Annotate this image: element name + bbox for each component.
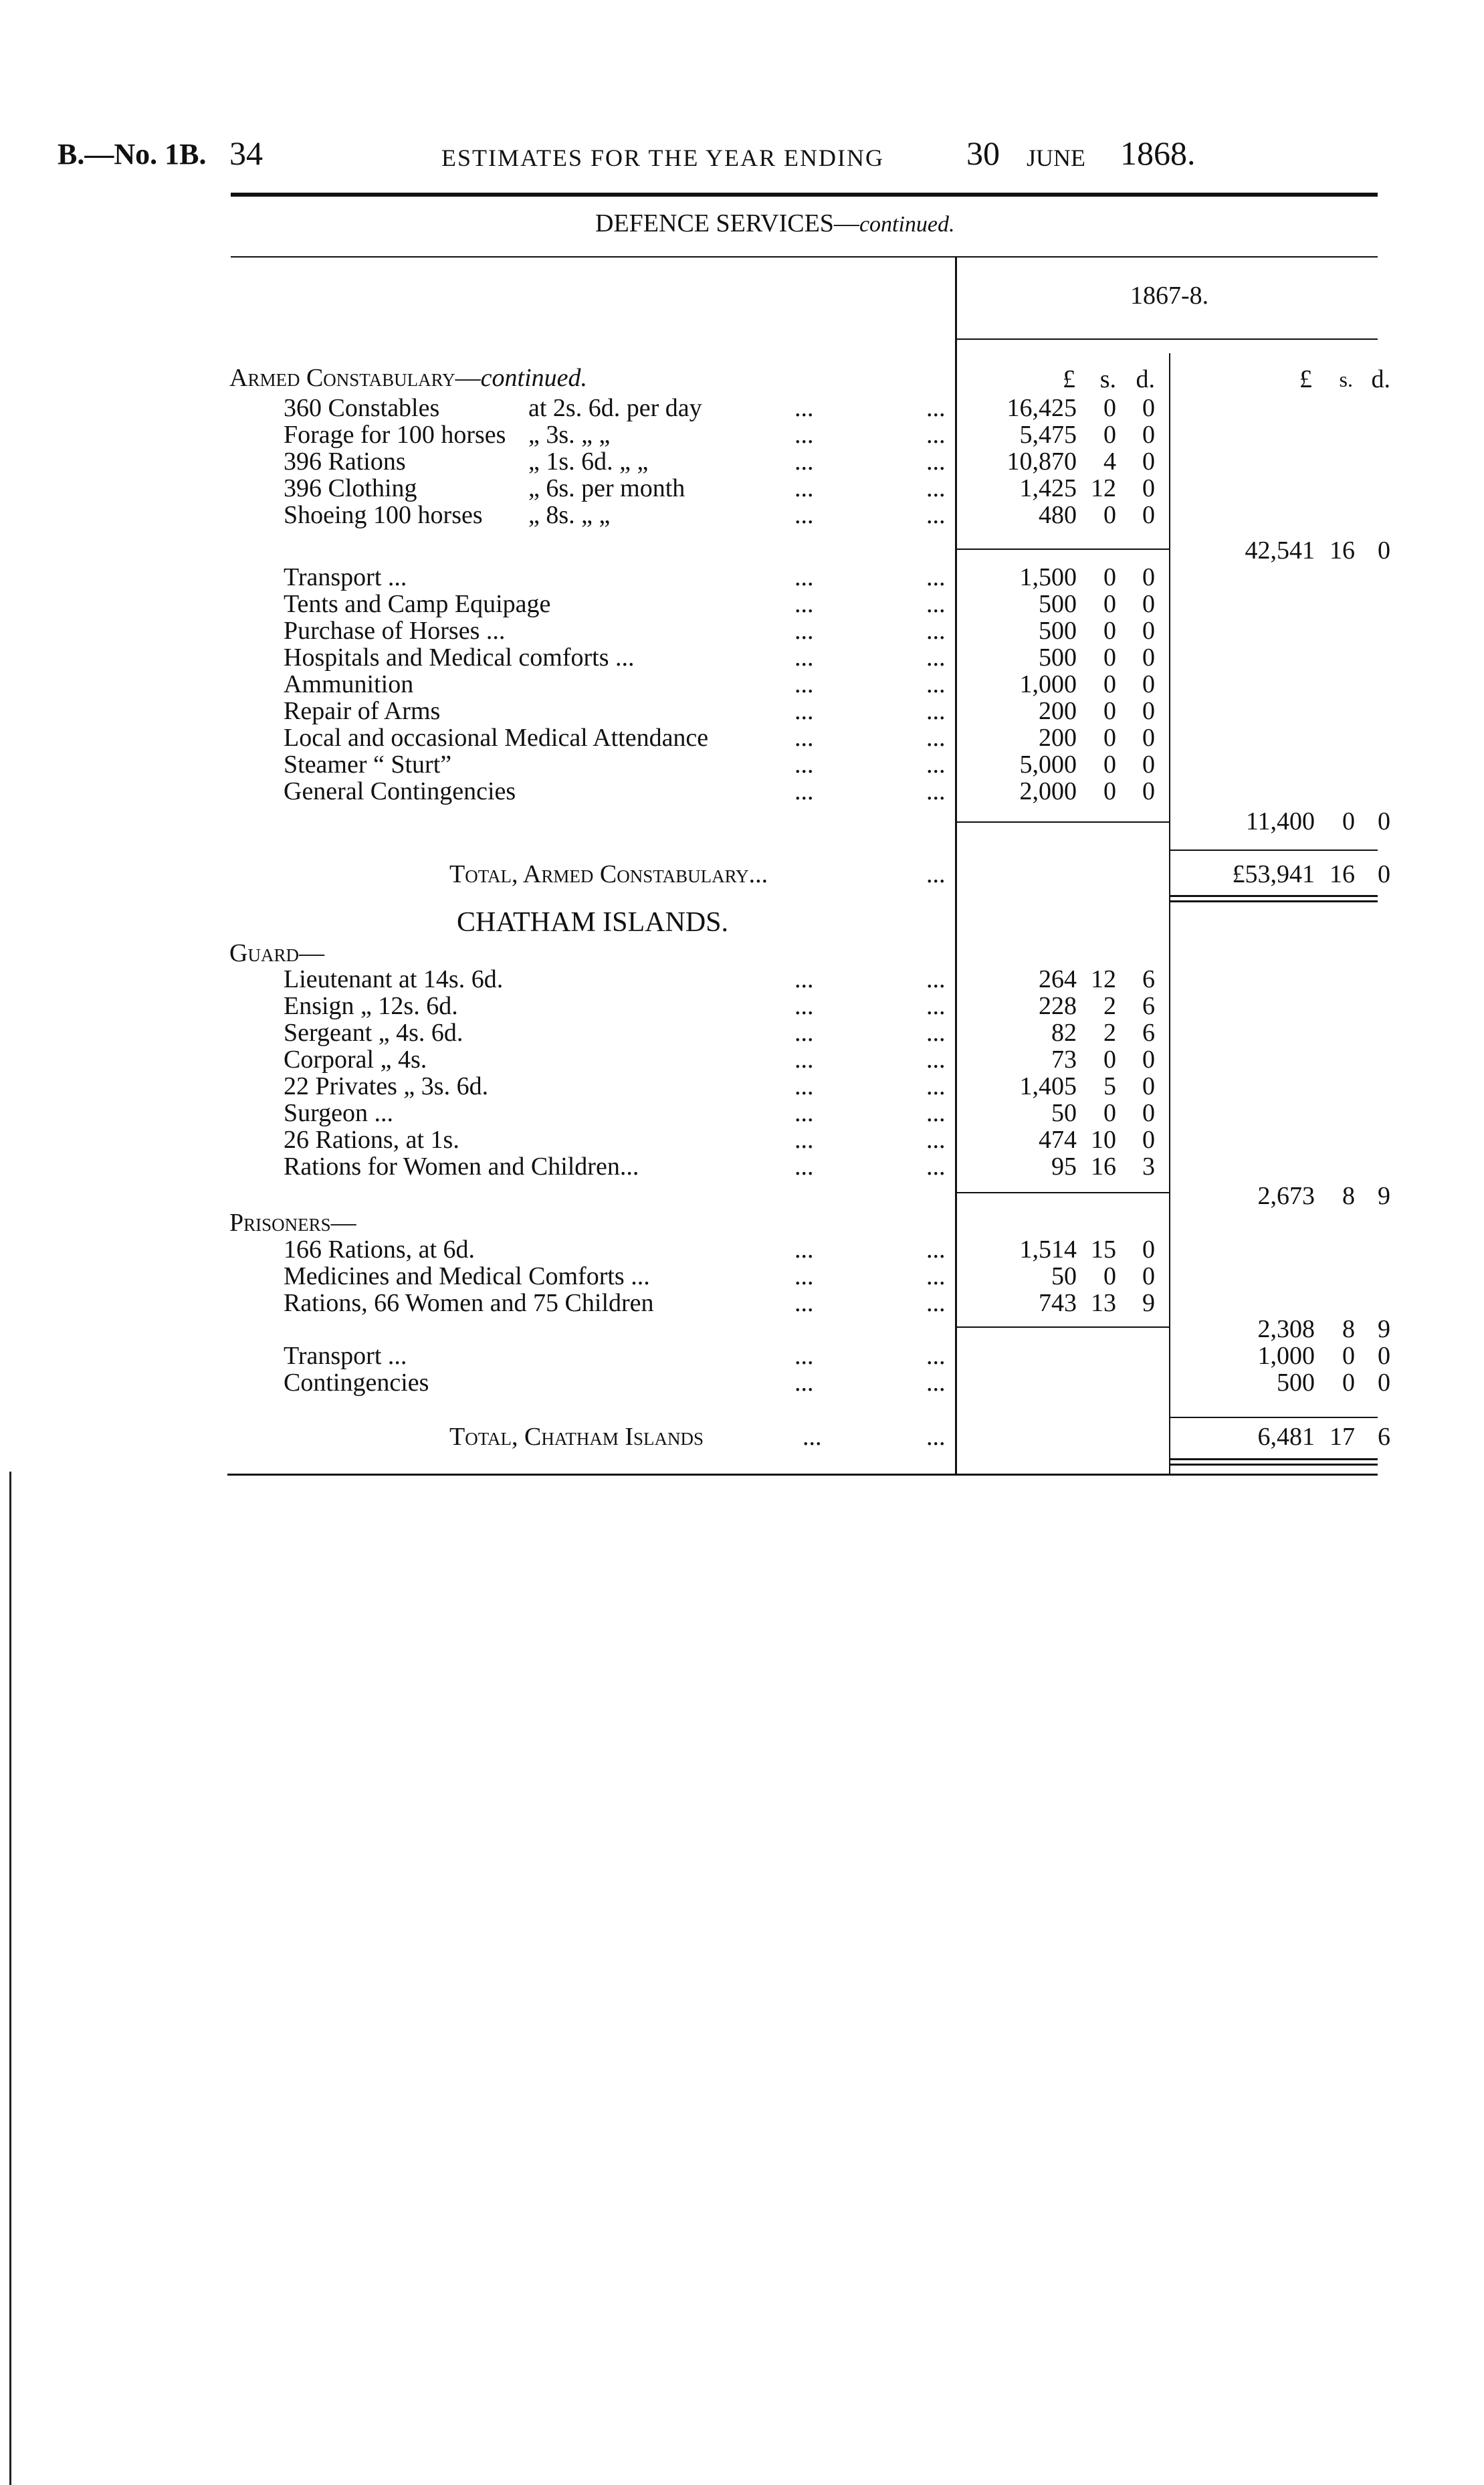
armed-item-row	[0, 395, 1484, 421]
leader: ...	[926, 1342, 946, 1370]
armed-item-pounds: 200	[1039, 724, 1077, 752]
guard-item-shillings: 2	[1103, 992, 1116, 1020]
leader: ...	[794, 751, 814, 779]
armed-item-shillings: 0	[1103, 777, 1116, 805]
leader: ...	[926, 1126, 946, 1154]
prisoner-item-pounds: 743	[1039, 1289, 1077, 1317]
armed-item-label: Shoeing 100 horses	[284, 501, 483, 529]
armed-item-pounds: 1,425	[1019, 474, 1077, 502]
title-month: JUNE	[1027, 144, 1085, 171]
armed-item-pounds: 1,500	[1019, 563, 1077, 591]
armed-item-pence: 0	[1142, 643, 1155, 672]
page-number: 34	[229, 134, 263, 172]
chatham-other-item-label: Contingencies	[284, 1369, 429, 1397]
guard-item-row	[0, 966, 1484, 993]
head-shillings-1: s.	[1099, 365, 1116, 393]
armed-heading	[229, 365, 587, 391]
leader: ...	[794, 1126, 814, 1154]
subheader	[595, 209, 955, 238]
leader: ...	[794, 1072, 814, 1100]
chatham-other-item-shillings: 0	[1342, 1369, 1355, 1397]
armed-item-pence: 0	[1142, 448, 1155, 476]
leader: ...	[926, 448, 946, 476]
prisoners-total-pounds: 2,308	[1257, 1315, 1315, 1343]
chatham-total-double-rule-2	[1170, 1464, 1378, 1466]
prisoners-heading: Prisoners—	[229, 1209, 356, 1237]
guard-item-shillings: 2	[1103, 1019, 1116, 1047]
leader: ...	[926, 1235, 946, 1264]
guard-item-pence: 0	[1142, 1126, 1155, 1154]
prisoner-item-pence: 9	[1142, 1289, 1155, 1317]
armed-item-label: Purchase of Horses ...	[284, 617, 506, 645]
guard-item-pence: 3	[1142, 1153, 1155, 1181]
armed-item-pence: 0	[1142, 501, 1155, 529]
guard-item-label: 22 Privates „ 3s. 6d.	[284, 1072, 489, 1100]
leader: ...	[794, 590, 814, 618]
prisoner-item-shillings: 13	[1091, 1289, 1116, 1317]
leader: ...	[926, 1423, 946, 1451]
year-heading: 1867-8.	[1130, 282, 1209, 310]
guard-item-label: Lieutenant at 14s. 6d.	[284, 965, 504, 993]
guard-item-pence: 6	[1142, 992, 1155, 1020]
armed-item-pence: 0	[1142, 421, 1155, 449]
armed-item-pounds: 500	[1039, 617, 1077, 645]
armed-item-row	[0, 644, 1484, 671]
armed-item-pence: 0	[1142, 394, 1155, 422]
guard-item-pounds: 1,405	[1019, 1072, 1077, 1100]
prisoner-item-row	[0, 1290, 1484, 1316]
leader: ...	[926, 474, 946, 502]
guard-item-pence: 0	[1142, 1072, 1155, 1100]
chatham-heading: CHATHAM ISLANDS.	[457, 907, 729, 938]
leader: ...	[794, 563, 814, 591]
guard-item-shillings: 5	[1103, 1072, 1116, 1100]
subtotal-shillings: 0	[1342, 807, 1355, 835]
prisoner-item-label: Medicines and Medical Comforts ...	[284, 1262, 650, 1290]
page-title: ESTIMATES FOR THE YEAR ENDING	[441, 144, 885, 171]
armed-item-pence: 0	[1142, 617, 1155, 645]
head-shillings-2: s.	[1339, 367, 1353, 391]
armed-item-pounds: 5,000	[1019, 751, 1077, 779]
leader: ...	[926, 992, 946, 1020]
guard-total-pounds: 2,673	[1257, 1182, 1315, 1210]
title-day: 30	[966, 134, 1000, 172]
guard-item-pounds: 474	[1039, 1126, 1077, 1154]
chatham-total-row	[0, 1423, 1484, 1450]
leader: ...	[926, 860, 946, 888]
armed-total-shillings: 16	[1330, 860, 1355, 888]
leader: ...	[794, 448, 814, 476]
guard-item-row	[0, 1046, 1484, 1073]
leader: ...	[794, 1046, 814, 1074]
guard-item-pounds: 264	[1039, 965, 1077, 993]
prisoner-item-label: Rations, 66 Women and 75 Children	[284, 1289, 654, 1317]
leader: ...	[794, 724, 814, 752]
armed-item-rate: „ 1s. 6d. „ „	[528, 448, 649, 476]
armed-item-pounds: 5,475	[1019, 421, 1077, 449]
margin-line	[9, 1472, 11, 2485]
chatham-other-item-label: Transport ...	[284, 1342, 407, 1370]
guard-item-pounds: 73	[1051, 1046, 1077, 1074]
armed-item-shillings: 0	[1103, 617, 1116, 645]
guard-item-pence: 6	[1142, 965, 1155, 993]
leader: ...	[926, 421, 946, 449]
head-pence-2: d.	[1371, 365, 1390, 393]
guard-item-shillings: 0	[1103, 1046, 1116, 1074]
armed-item-row	[0, 617, 1484, 644]
guard-item-label: Corporal „ 4s.	[284, 1046, 427, 1074]
prisoner-item-label: 166 Rations, at 6d.	[284, 1235, 475, 1264]
armed-item-rate: „ 6s. per month	[528, 474, 685, 502]
armed-total-pence: 0	[1378, 860, 1390, 888]
armed-item-row	[0, 475, 1484, 502]
head-pounds-2: £	[1299, 365, 1312, 393]
armed-item-pence: 0	[1142, 724, 1155, 752]
head-pence-1: d.	[1136, 365, 1155, 393]
leader: ...	[926, 697, 946, 725]
armed-total-double-rule-1	[1170, 895, 1378, 897]
armed-item-pounds: 480	[1039, 501, 1077, 529]
chatham-total-double-rule-1	[1170, 1458, 1378, 1460]
armed-item-shillings: 0	[1103, 724, 1116, 752]
prisoner-item-pence: 0	[1142, 1262, 1155, 1290]
armed-item-pounds: 500	[1039, 590, 1077, 618]
guard-item-shillings: 16	[1091, 1153, 1116, 1181]
leader: ...	[794, 777, 814, 805]
armed-item-shillings: 0	[1103, 697, 1116, 725]
guard-item-label: Ensign „ 12s. 6d.	[284, 992, 458, 1020]
guard-item-label: 26 Rations, at 1s.	[284, 1126, 459, 1154]
guard-item-pence: 0	[1142, 1046, 1155, 1074]
prisoner-item-pence: 0	[1142, 1235, 1155, 1264]
leader: ...	[803, 1423, 822, 1451]
prisoners-total	[0, 1316, 1484, 1343]
leader: ...	[926, 751, 946, 779]
armed-item-label: Repair of Arms	[284, 697, 441, 725]
subtotal-pence: 0	[1378, 807, 1390, 835]
leader: ...	[926, 1072, 946, 1100]
armed-item-row	[0, 671, 1484, 698]
chatham-other-item-pounds: 1,000	[1257, 1342, 1315, 1370]
armed-item-label: Tents and Camp Equipage	[284, 590, 551, 618]
chatham-other-item-pounds: 500	[1277, 1369, 1315, 1397]
armed-item-label: Ammunition	[284, 670, 414, 698]
leader: ...	[794, 643, 814, 672]
chatham-other-item-row	[0, 1369, 1484, 1396]
guard-item-pounds: 82	[1051, 1019, 1077, 1047]
guard-item-pounds: 95	[1051, 1153, 1077, 1181]
footer-rule	[227, 1474, 1378, 1476]
leader: ...	[926, 1019, 946, 1047]
guard-item-shillings: 10	[1091, 1126, 1116, 1154]
armed-item-shillings: 0	[1103, 563, 1116, 591]
leader: ...	[794, 697, 814, 725]
armed-item-pounds: 10,870	[1006, 448, 1077, 476]
armed-item-label: General Contingencies	[284, 777, 516, 805]
armed-subtotal-2	[0, 808, 1484, 835]
leader: ...	[926, 394, 946, 422]
armed-item-row	[0, 564, 1484, 591]
guard-total-shillings: 8	[1342, 1182, 1355, 1210]
armed-item-pence: 0	[1142, 751, 1155, 779]
leader: ...	[794, 1019, 814, 1047]
armed-item-label: Local and occasional Medical Attendance	[284, 724, 709, 752]
subtotal-pence: 0	[1378, 536, 1390, 565]
prisoners-total-pence: 9	[1378, 1315, 1390, 1343]
head-pounds-1: £	[1063, 365, 1075, 393]
armed-item-shillings: 0	[1103, 421, 1116, 449]
prisoner-item-shillings: 0	[1103, 1262, 1116, 1290]
year-head-rule	[955, 338, 1378, 340]
armed-item-label: 396 Clothing	[284, 474, 417, 502]
subtotal-shillings: 16	[1330, 536, 1355, 565]
guard-item-pence: 6	[1142, 1019, 1155, 1047]
guard-item-row	[0, 1073, 1484, 1100]
armed-item-row	[0, 778, 1484, 805]
guard-item-row	[0, 1100, 1484, 1126]
subtotal-pounds: 11,400	[1245, 807, 1315, 835]
leader: ...	[926, 1046, 946, 1074]
armed-item-label: Forage for 100 horses	[284, 421, 506, 449]
guard-item-pounds: 50	[1051, 1099, 1077, 1127]
subheader-italic: continued.	[859, 212, 955, 237]
armed-item-shillings: 0	[1103, 590, 1116, 618]
document-reference: B.—No. 1B.	[58, 138, 207, 171]
header-rule	[231, 193, 1378, 197]
leader: ...	[794, 1235, 814, 1264]
guard-item-pounds: 228	[1039, 992, 1077, 1020]
armed-heading-text: Armed Constabulary—	[229, 364, 481, 392]
armed-item-row	[0, 724, 1484, 751]
armed-item-pounds: 2,000	[1019, 777, 1077, 805]
leader: ...	[926, 563, 946, 591]
chatham-total-shillings: 17	[1330, 1423, 1355, 1451]
leader: ...	[926, 590, 946, 618]
armed-item-label: 396 Rations	[284, 448, 406, 476]
armed-total-pounds: £53,941	[1232, 860, 1315, 888]
guard-item-pence: 0	[1142, 1099, 1155, 1127]
armed-item-shillings: 0	[1103, 670, 1116, 698]
armed-item-pence: 0	[1142, 697, 1155, 725]
chatham-other-item-shillings: 0	[1342, 1342, 1355, 1370]
leader: ...	[794, 1342, 814, 1370]
armed-item-shillings: 0	[1103, 643, 1116, 672]
guard-item-row	[0, 1126, 1484, 1153]
armed-item-shillings: 12	[1091, 474, 1116, 502]
leader: ...	[794, 992, 814, 1020]
subheader-main: DEFENCE SERVICES—	[595, 209, 859, 237]
leader: ...	[794, 501, 814, 529]
armed-item-pounds: 16,425	[1006, 394, 1077, 422]
prisoner-item-pounds: 50	[1051, 1262, 1077, 1290]
guard-total-pence: 9	[1378, 1182, 1390, 1210]
leader: ...	[926, 1262, 946, 1290]
subheader-rule	[231, 256, 1378, 258]
armed-item-row	[0, 698, 1484, 724]
armed-item-pounds: 1,000	[1019, 670, 1077, 698]
armed-item-pence: 0	[1142, 563, 1155, 591]
armed-total-label: Total, Armed Constabulary...	[449, 860, 768, 888]
prisoners-total-shillings: 8	[1342, 1315, 1355, 1343]
leader: ...	[926, 617, 946, 645]
title-year: 1868.	[1120, 134, 1196, 172]
armed-total-row	[0, 861, 1484, 888]
guard-item-row	[0, 1153, 1484, 1180]
leader: ...	[926, 670, 946, 698]
guard-item-row	[0, 1019, 1484, 1046]
armed-item-label: Hospitals and Medical comforts ...	[284, 643, 635, 672]
guard-item-label: Surgeon ...	[284, 1099, 393, 1127]
armed-item-label: 360 Constables	[284, 394, 440, 422]
prisoner-item-shillings: 15	[1091, 1235, 1116, 1264]
leader: ...	[794, 474, 814, 502]
armed-item-row	[0, 421, 1484, 448]
leader: ...	[926, 1289, 946, 1317]
leader: ...	[926, 1099, 946, 1127]
leader: ...	[794, 394, 814, 422]
leader: ...	[926, 965, 946, 993]
armed-item-row	[0, 751, 1484, 778]
armed-item-pence: 0	[1142, 670, 1155, 698]
chatham-other-item-pence: 0	[1378, 1369, 1390, 1397]
armed-item-rate: „ 3s. „ „	[528, 421, 611, 449]
armed-item-label: Transport ...	[284, 563, 407, 591]
leader: ...	[794, 670, 814, 698]
armed-item-pounds: 200	[1039, 697, 1077, 725]
armed-item-row	[0, 448, 1484, 475]
guard-item-shillings: 0	[1103, 1099, 1116, 1127]
armed-item-rate: „ 8s. „ „	[528, 501, 611, 529]
chatham-total-pence: 6	[1378, 1423, 1390, 1451]
armed-heading-italic: continued.	[480, 364, 588, 392]
leader: ...	[926, 1369, 946, 1397]
leader: ...	[926, 501, 946, 529]
armed-item-pounds: 500	[1039, 643, 1077, 672]
chatham-other-item-row	[0, 1343, 1484, 1369]
guard-heading: Guard—	[229, 939, 324, 967]
chatham-total-top-rule	[1170, 1417, 1378, 1418]
chatham-other-item-pence: 0	[1378, 1342, 1390, 1370]
armed-item-rate: at 2s. 6d. per day	[528, 394, 702, 422]
leader: ...	[926, 1153, 946, 1181]
armed-item-shillings: 0	[1103, 501, 1116, 529]
armed-item-pence: 0	[1142, 777, 1155, 805]
leader: ...	[794, 1153, 814, 1181]
prisoner-item-row	[0, 1236, 1484, 1263]
armed-item-pence: 0	[1142, 590, 1155, 618]
subtotal-pounds: 42,541	[1245, 536, 1315, 565]
guard-item-row	[0, 993, 1484, 1019]
armed-item-row	[0, 502, 1484, 528]
armed-item-shillings: 0	[1103, 751, 1116, 779]
leader: ...	[794, 1289, 814, 1317]
armed-subtotal-1	[0, 537, 1484, 564]
leader: ...	[794, 1369, 814, 1397]
armed-total-top-rule	[1170, 850, 1378, 851]
leader: ...	[794, 617, 814, 645]
armed-item-shillings: 0	[1103, 394, 1116, 422]
guard-total	[0, 1183, 1484, 1209]
chatham-total-label: Total, Chatham Islands	[449, 1423, 704, 1451]
prisoner-item-row	[0, 1263, 1484, 1290]
guard-item-label: Rations for Women and Children...	[284, 1153, 639, 1181]
armed-item-pence: 0	[1142, 474, 1155, 502]
leader: ...	[926, 777, 946, 805]
chatham-total-pounds: 6,481	[1257, 1423, 1315, 1451]
guard-item-shillings: 12	[1091, 965, 1116, 993]
leader: ...	[794, 421, 814, 449]
armed-item-row	[0, 591, 1484, 617]
leader: ...	[794, 1262, 814, 1290]
leader: ...	[926, 643, 946, 672]
armed-total-double-rule-2	[1170, 900, 1378, 902]
guard-item-label: Sergeant „ 4s. 6d.	[284, 1019, 463, 1047]
leader: ...	[926, 724, 946, 752]
leader: ...	[794, 1099, 814, 1127]
armed-item-label: Steamer “ Sturt”	[284, 751, 452, 779]
armed-item-shillings: 4	[1103, 448, 1116, 476]
prisoner-item-pounds: 1,514	[1019, 1235, 1077, 1264]
leader: ...	[794, 965, 814, 993]
